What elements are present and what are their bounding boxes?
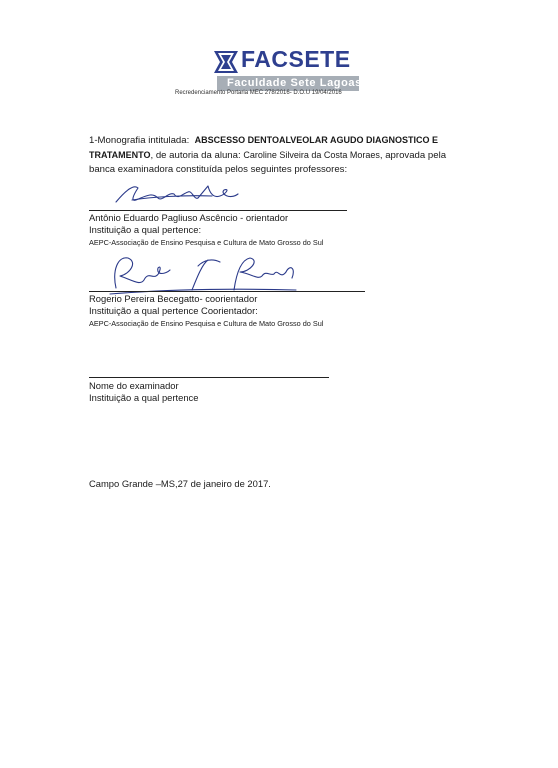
examiner-2-institution: AEPC-Associação de Ensino Pesquisa e Cultura de Mato Grosso do Sul (89, 319, 324, 328)
signature-line-examiner-3 (89, 377, 329, 378)
examiner-1-institution-label: Instituição a qual pertence: (89, 224, 202, 235)
recredenciamento-note: Recredenciamento Portaria MEC 278/2016- D.O.U 19/04/2016 (175, 90, 342, 96)
examiner-2-name: Rogerio Pereira Becegatto- coorientador (89, 293, 258, 304)
institution-subtitle: Faculdade Sete Lagoas (227, 77, 362, 89)
examiner-3-name: Nome do examinador (89, 380, 179, 391)
place-and-date: Campo Grande –MS,27 de janeiro de 2017. (89, 478, 271, 489)
approval-lead: 1-Monografia intitulada: (89, 135, 190, 146)
facsete-logo-icon (213, 50, 239, 74)
examiner-1-institution: AEPC-Associação de Ensino Pesquisa e Cultura de Mato Grosso do Sul (89, 238, 324, 247)
signature-line-examiner-2 (89, 291, 365, 292)
examiner-1-name: Antônio Eduardo Pagliuso Ascêncio - orientador (89, 212, 289, 223)
institution-name: FACSETE (241, 46, 351, 72)
student-name: Caroline Silveira da Costa Moraes (243, 150, 380, 160)
signature-line-examiner-1 (89, 210, 347, 211)
institution-logo (213, 46, 373, 92)
approval-rest: , aprovada pela banca examinadora constituída pelos seguintes professores: (89, 150, 447, 175)
signature-examiner-1 (112, 180, 242, 210)
monograph-title: ABSCESSO DENTOALVEOLAR AGUDO DIAGNOSTICO E TRATAMENTO (89, 135, 438, 160)
examiner-3-institution-label: Instituição a qual pertence (89, 392, 199, 403)
authorship-text: , de autoria da aluna: (150, 150, 241, 161)
examiner-2-institution-label: Instituição a qual pertence Coorientador: (89, 305, 258, 316)
approval-paragraph (89, 133, 469, 177)
